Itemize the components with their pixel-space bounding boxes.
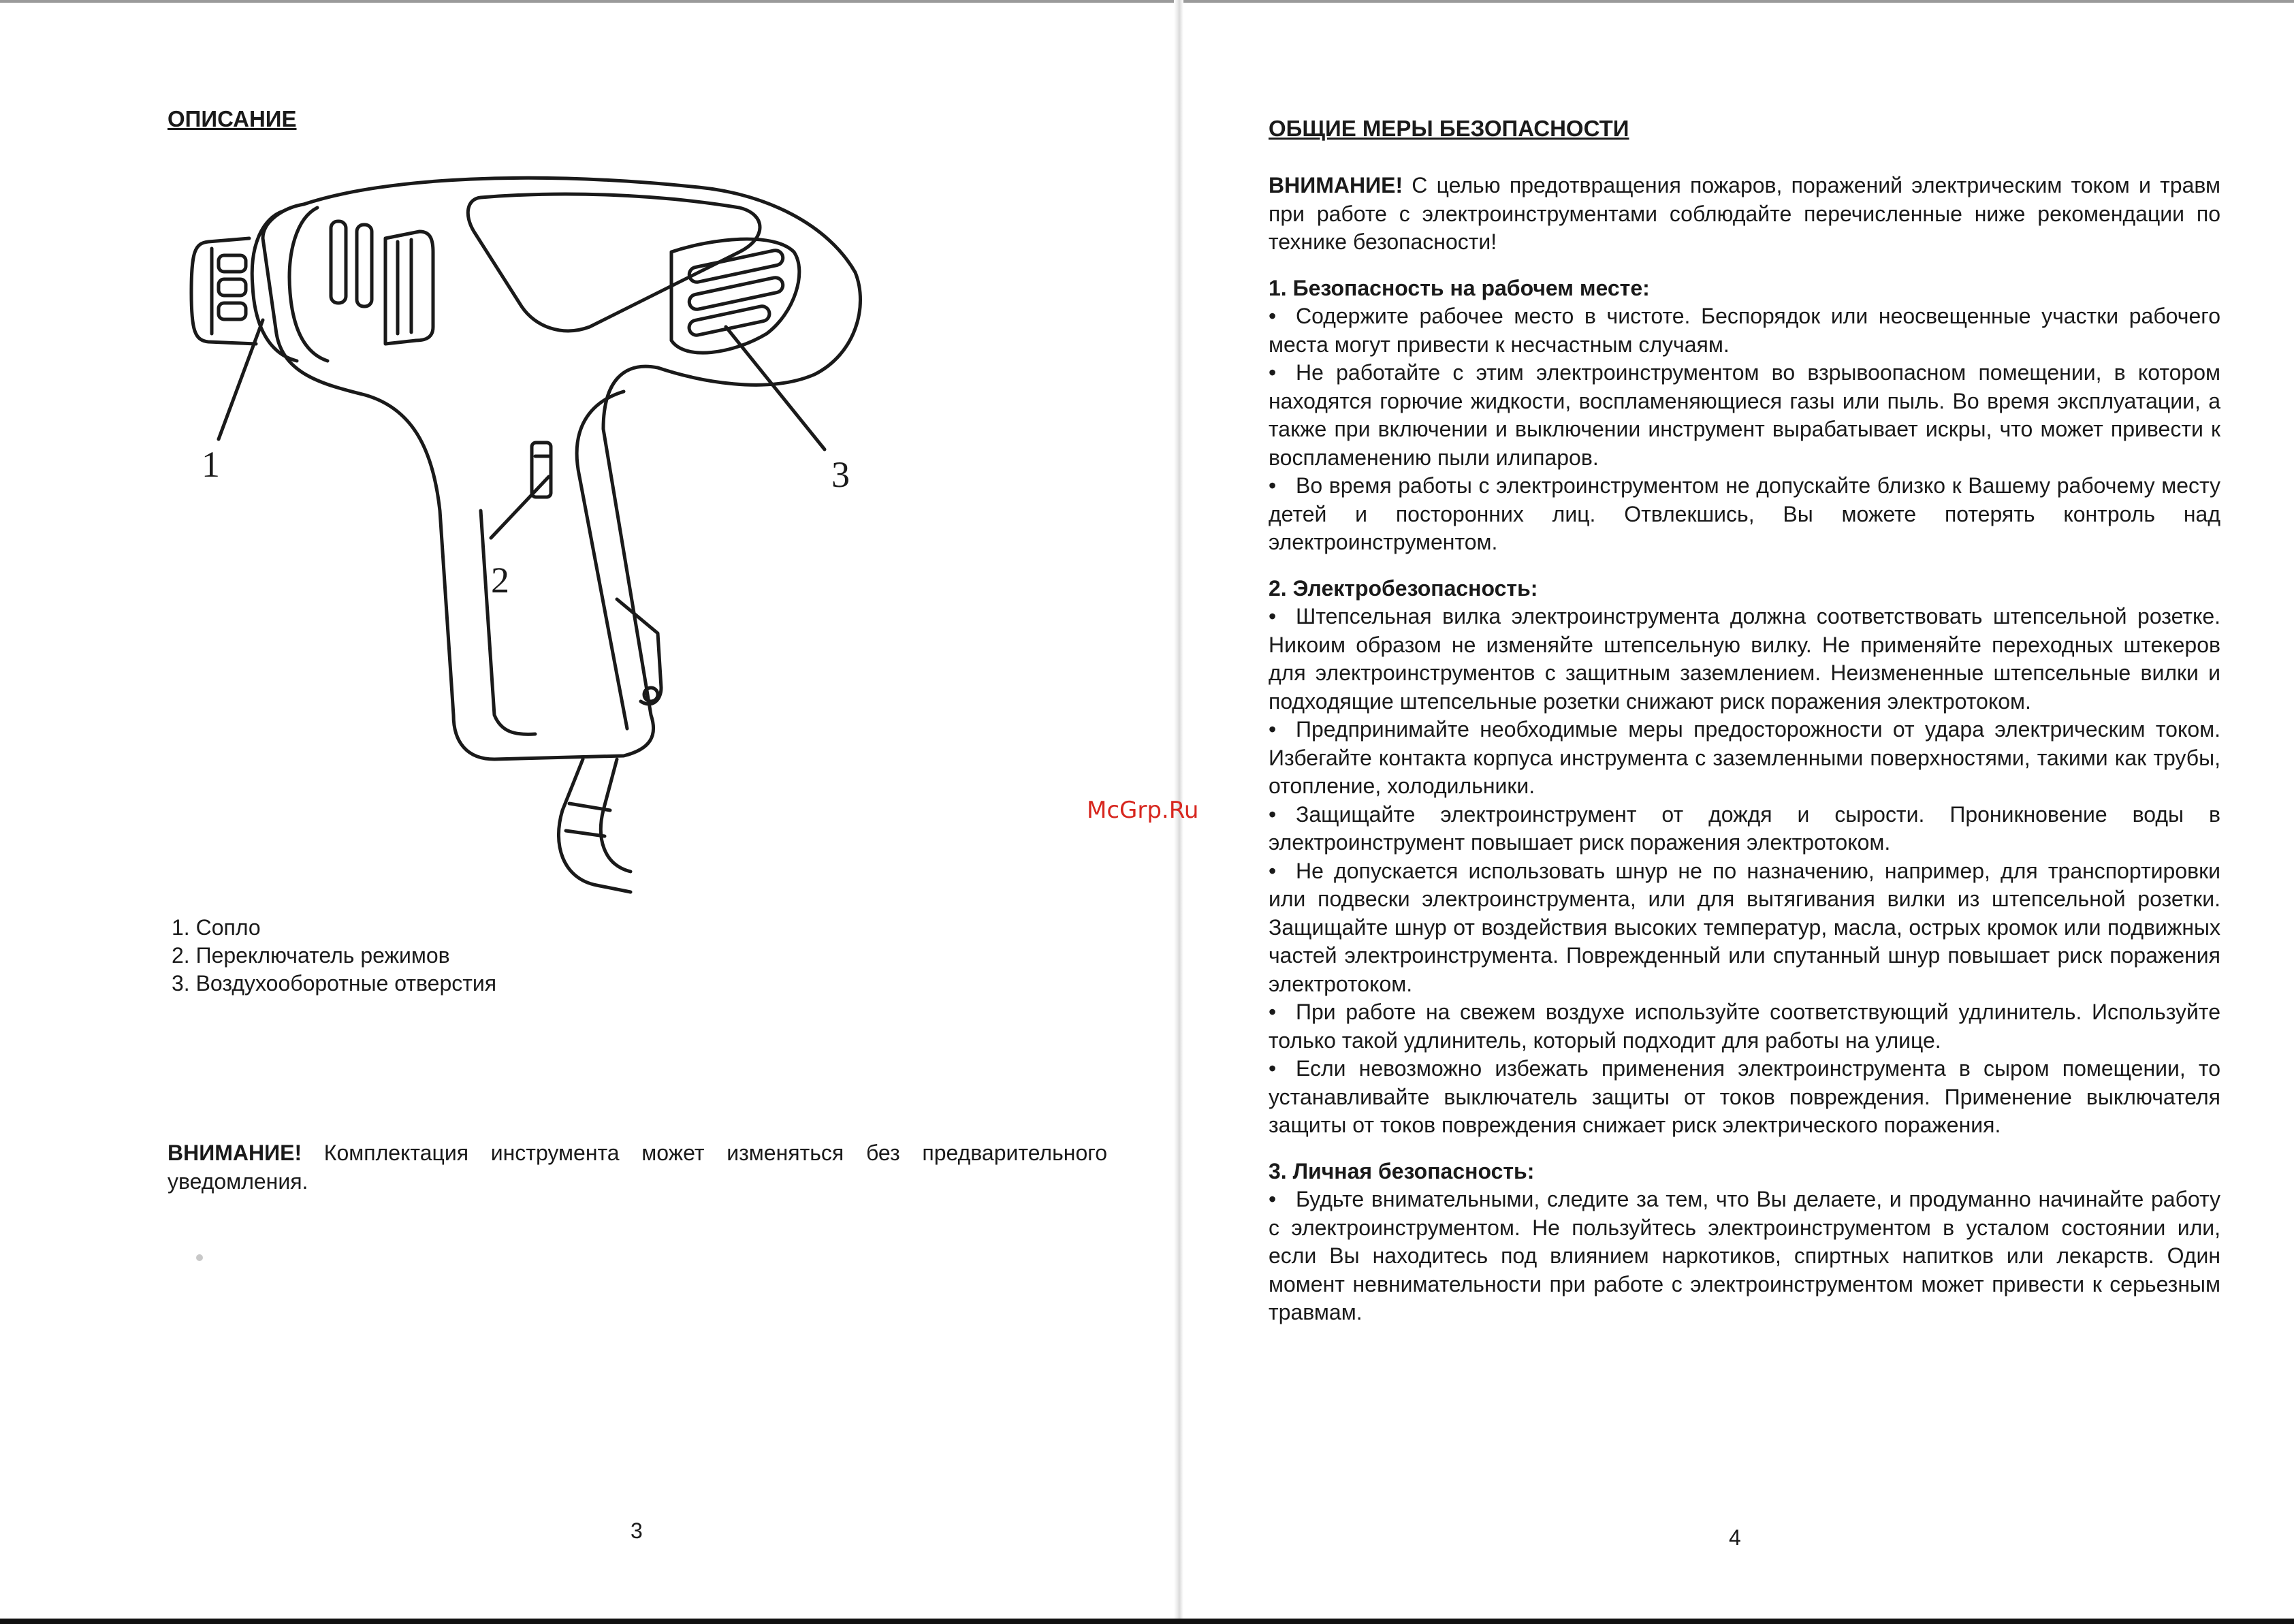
- section-title: 2. Электробезопасность:: [1269, 575, 1538, 601]
- bullet-item: • Будьте внимательными, следите за тем, что Вы делаете, и продуманно начинайте работу с электроинструментом. Не пользуйтесь электроинструментом в усталом состоянии или, если Вы находитесь под влиянием наркотиков, спиртных напитков или лекарств. Один момент невнимательности при работе с электроинструментом может привести к серьезным травмам.: [1269, 1187, 2220, 1324]
- note-text: Комплектация инструмента может изменяться без предварительного уведомления.: [168, 1141, 1107, 1194]
- completeness-note: [168, 1139, 1107, 1196]
- bullet-item: • Не работайте с этим электроинструментом во взрывоопасном помещении, в котором находятся горючие жидкости, воспламеняющиеся газы или пыль. Во время эксплуатации, а также при включении и выключении инструмент вырабатывает искры, что может привести к воспламенению пыли илипаров.: [1269, 360, 2220, 470]
- bullet-item: • Содержите рабочее место в чистоте. Беспорядок или неосвещенные участки рабочего места могут привести к несчастным случаям.: [1269, 304, 2220, 357]
- right-page-heading: ОБЩИЕ МЕРЫ БЕЗОПАСНОСТИ: [1269, 116, 1629, 141]
- page-number-right: 4: [1729, 1525, 1741, 1550]
- legend-item: 1. Сопло: [172, 915, 261, 940]
- parts-legend: [172, 914, 496, 998]
- bullet-item: • При работе на свежем воздухе используйте соответствующий удлинитель. Используйте только такой удлинитель, который подходит для работы на улице.: [1269, 1000, 2220, 1053]
- intro-text: С целью предотвращения пожаров, поражений электрическим током и травм при работе с электроинструментами соблюдайте перечисленные ниже рекомендации по технике безопасности!: [1269, 173, 2220, 254]
- page-number-left: 3: [631, 1518, 643, 1543]
- safety-content: [1269, 172, 2220, 1327]
- bullet-item: • Защищайте электроинструмент от дождя и сырости. Проникновение воды в электроинструмент повышает риск поражения электротоком.: [1269, 801, 2220, 855]
- intro-paragraph: [1269, 172, 2220, 257]
- note-label: ВНИМАНИЕ!: [168, 1141, 302, 1165]
- callout-2: 2: [491, 560, 509, 601]
- callout-3: 3: [831, 454, 850, 495]
- intro-label: ВНИМАНИЕ!: [1269, 173, 1403, 197]
- legend-item: 3. Воздухооборотные отверстия: [172, 971, 497, 996]
- section-title: 1. Безопасность на рабочем месте:: [1269, 275, 1650, 300]
- left-page-heading: ОПИСАНИЕ: [168, 106, 297, 131]
- heat-gun-illustration: [181, 157, 862, 926]
- bullet-item: • Во время работы с электроинструментом не допускайте близко к Вашему рабочему месту детей и посторонних лиц. Отвлекшись, Вы можете потерять контроль над электроинструментом.: [1269, 473, 2220, 554]
- watermark: McGrp.Ru: [1087, 797, 1199, 824]
- bullet-item: • Не допускается использовать шнур не по назначению, например, для транспортировки или подвески электроинструмента, или для вытягивания вилки из штепсельной розетки. Защищайте шнур от воздействия высоких температур, масла, острых кромок или подвижных частей электроинструмента. Поврежденный или спутанный шнур повышает риск поражения электротоком.: [1269, 858, 2220, 996]
- right-page: [1269, 0, 2220, 1624]
- legend-item: 2. Переключатель режимов: [172, 943, 450, 968]
- left-page: [168, 0, 1107, 1624]
- bullet-item: • Предпринимайте необходимые меры предосторожности от удара электрическим током. Избегайте контакта корпуса инструмента с заземленными поверхностями, такими как трубы, отопление, холодильники.: [1269, 717, 2220, 798]
- bullet-item: • Штепсельная вилка электроинструмента должна соответствовать штепсельной розетке. Никоим образом не изменяйте штепсельную вилку. Не применяйте переходных штекеров для электроинструментов с защитным заземлением. Неизмененные штепсельные вилки и подходящие штепсельные розетки снижают риск поражения электротоком.: [1269, 604, 2220, 714]
- section-title: 3. Личная безопасность:: [1269, 1158, 1535, 1183]
- bullet-item: • Если невозможно избежать применения электроинструмента в сыром помещении, то устанавливайте выключатель защиты от токов повреждения. Применение выключателя защиты от токов повреждения снижает риск электрического поражения.: [1269, 1056, 2220, 1137]
- callout-1: 1: [202, 444, 220, 485]
